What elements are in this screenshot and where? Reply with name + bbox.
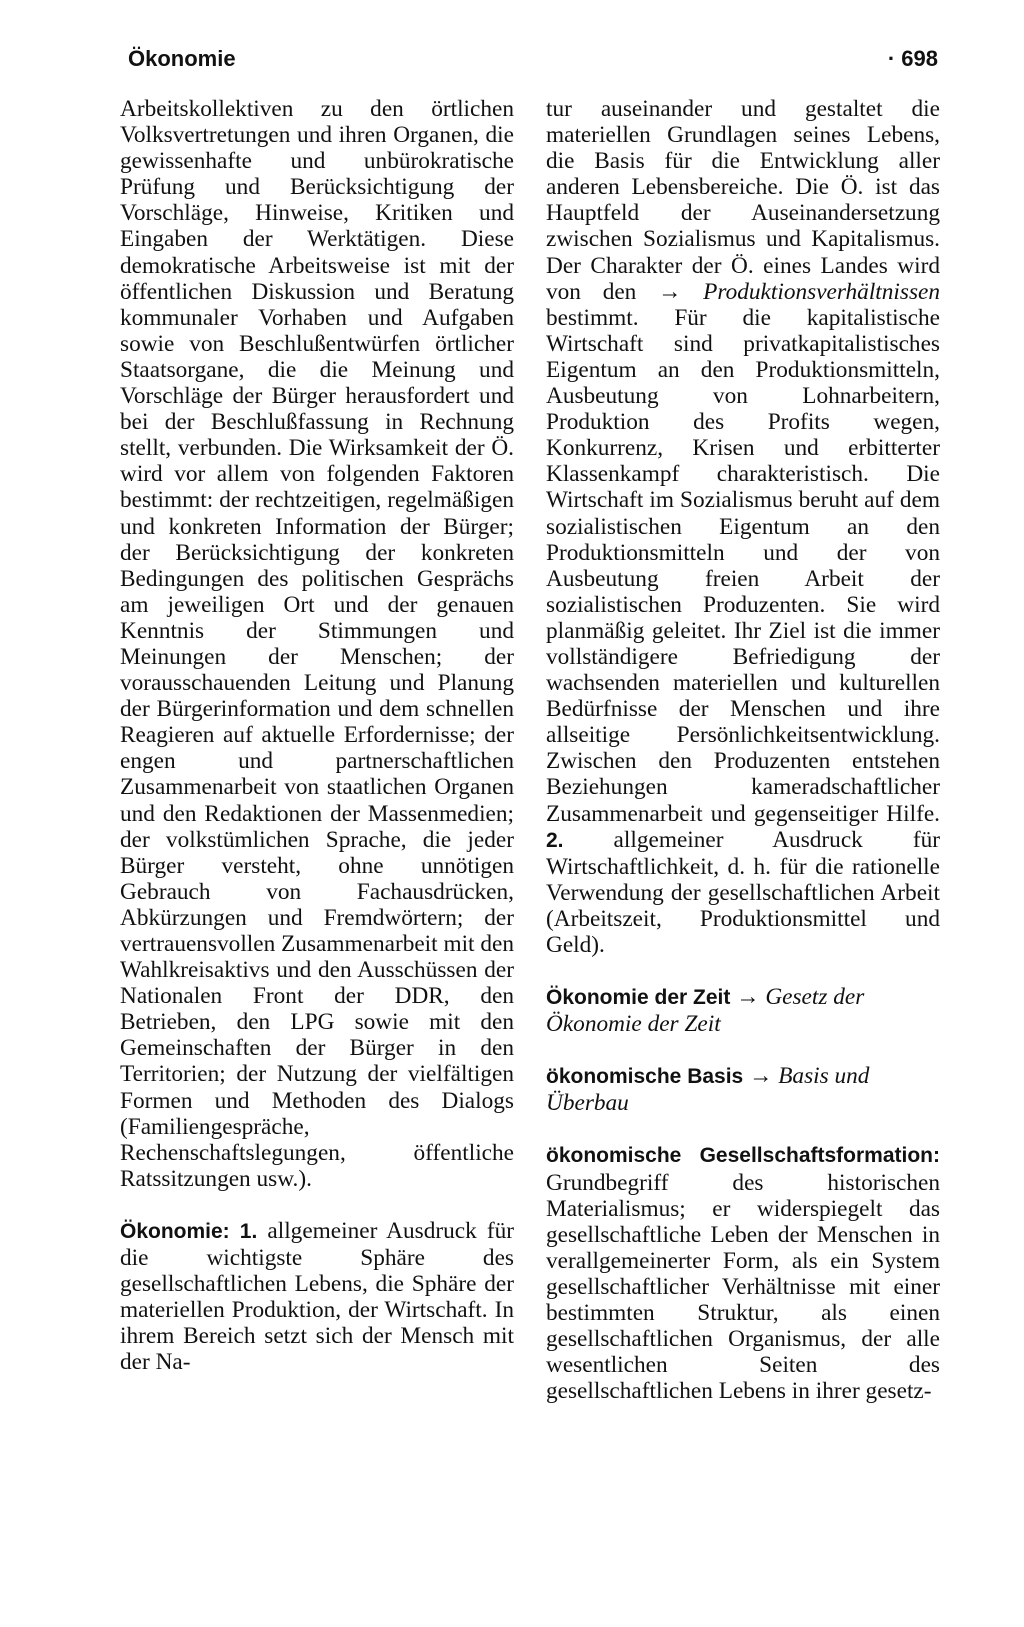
oekonomie-cont-part-2: bestimmt. Für die kapitalistische Wirtschaft sind privatkapitalistisches Eigentum an den Produktionsmitteln, Ausbeutung von Lohnarbeitern, Produktion des Profits wegen, Konkurrenz, Krisen und erbitterter Klassenkampf charakteristisch. Die Wirtschaft im Sozialismus beruht auf dem sozialistischen Eigentum an den Produktionsmitteln und der von Ausbeutung freien Arbeit der sozialistischen Produzenten. Sie wird planmäßig geleitet. Ihr Ziel ist die immer vollständigere Befriedigung der wachsenden materiellen und kulturellen Bedürfnisse der Menschen und ihre allseitige Persönlichkeitsentwicklung. Zwischen den Produzenten entstehen Beziehungen kameradschaftlicher Zusammenarbeit und gegenseitiger Hilfe. <box>546 304 940 827</box>
cross-reference-arrow-icon: → <box>749 1063 773 1090</box>
cross-reference-basis-und-ueberbau[interactable]: Basis und Überbau <box>546 1063 870 1117</box>
entry-oekonomische-gesellschaftsformation <box>546 1142 940 1404</box>
sense-1-text: allgemeiner Ausdruck für die wichtigste Sphäre des gesellschaftlichen Lebens, die Sphäre der materiellen Produktion, der Wirtschaft. In ihrem Bereich setzt sich der Mensch mit der Na- <box>120 1217 514 1376</box>
gesellschaftsformation-definition: Grundbegriff des historischen Materialismus; er widerspiegelt das gesellschaftliche Leben der Menschen in verallgemeinerter Form, als ein System gesellschaftlicher Verhältnisse mit einer bestimmten Struktur, als einen gesellschaftlichen Organismus, der alle wesentlichen Seiten des gesellschaftlichen Lebens in ihrer gesetz- <box>546 1169 940 1405</box>
oekonomische-basis-text <box>546 1063 940 1116</box>
headword-oekonomie-der-zeit: Ökonomie der Zeit <box>546 986 731 1010</box>
oekonomie-continued-text <box>546 96 940 958</box>
left-column <box>120 96 514 1402</box>
cross-reference-produktionsverhaeltnissen[interactable]: Produktionsverhältnissen <box>703 278 941 305</box>
entry-oeffentlichkeitsarbeit-continuation <box>120 96 514 1192</box>
oekonomie-text <box>120 1218 514 1376</box>
entry-oekonomie <box>120 1218 514 1376</box>
headword-oekonomische-basis: ökonomische Basis <box>546 1065 744 1089</box>
cross-reference-arrow-icon: → <box>736 984 760 1011</box>
oekonomische-gesellschaftsformation-text <box>546 1142 940 1404</box>
entry-oekonomie-der-zeit <box>546 984 940 1037</box>
headword-oekonomische-gesellschaftsformation: ökonomische Gesellschaftsformation: <box>546 1144 940 1168</box>
cross-reference-gesetz-der-oekonomie-der-zeit[interactable]: Gesetz der Ökonomie der Zeit <box>546 984 865 1038</box>
page-header <box>128 46 938 76</box>
page-number: · 698 <box>887 46 938 71</box>
entry-oekonomie-continued <box>546 96 940 958</box>
entry-oekonomische-basis <box>546 1063 940 1116</box>
cross-reference-arrow-icon: → <box>658 278 682 305</box>
running-head: Ökonomie <box>128 46 236 71</box>
oekonomie-der-zeit-text <box>546 984 940 1037</box>
sense-2-text: allgemeiner Ausdruck für Wirtschaftlichkeit, d. h. für die rationelle Verwendung der gesellschaftlichen Arbeit (Arbeitszeit, Produktionsmittel und Geld). <box>546 826 940 958</box>
headword-oekonomie: Ökonomie: <box>120 1219 230 1243</box>
oekonomie-cont-part-1: tur auseinander und gestaltet die materiellen Grundlagen seines Lebens, die Basis für die Entwicklung aller anderen Lebensbereiche. Die Ö. ist das Hauptfeld der Auseinandersetzung zwischen Sozialismus und Kapitalismus. Der Charakter der Ö. eines Landes wird von den <box>546 96 940 305</box>
sense-number-2: 2. <box>546 828 564 852</box>
continuation-text: Arbeitskollektiven zu den örtlichen Volksvertretungen und ihren Organen, die gewissenhafte und unbürokratische Prüfung und Berücksichtigung der Vorschläge, Hinweise, Kritiken und Eingaben der Werktätigen. Diese demokratische Arbeitsweise ist mit der öffentlichen Diskussion und Beratung kommunaler Vorhaben und Aufgaben sowie von Beschlußentwürfen örtlicher Staatsorgane, die die Meinung und Vorschläge der Bürger herausfordert und bei der Beschlußfassung in Rechnung stellt, verbunden. Die Wirksamkeit der Ö. wird vor allem von folgenden Faktoren bestimmt: der rechtzeitigen, regelmäßigen und konkreten Information der Bürger; der Berücksichtigung der konkreten Bedingungen des politischen Gesprächs am jeweiligen Ort und der genauen Kenntnis der Stimmungen und Meinungen der Menschen; der vorausschauenden Leitung und Planung der Bürgerinformation und dem schnellen Reagieren auf aktuelle Erfordernisse; der engen und partnerschaftlichen Zusammenarbeit von staatlichen Organen und den Redaktionen der Massenmedien; der volkstümlichen Sprache, die jeder Bürger versteht, ohne unnötigen Gebrauch von Fachausdrücken, Abkürzungen und Fremdwörtern; der vertrauensvollen Zusammenarbeit mit den Wahlkreisaktivs und den Ausschüssen der Nationalen Front der DDR, den Betrieben, den LPG sowie mit den Gemeinschaften der Bürger in den Territorien; der Nutzung der vielfältigen Formen und Methoden des Dialogs (Familiengespräche, Rechenschaftslegungen, öffentliche Ratssitzungen usw.). <box>120 96 514 1192</box>
sense-number-1: 1. <box>239 1219 258 1243</box>
right-column <box>546 96 940 1430</box>
